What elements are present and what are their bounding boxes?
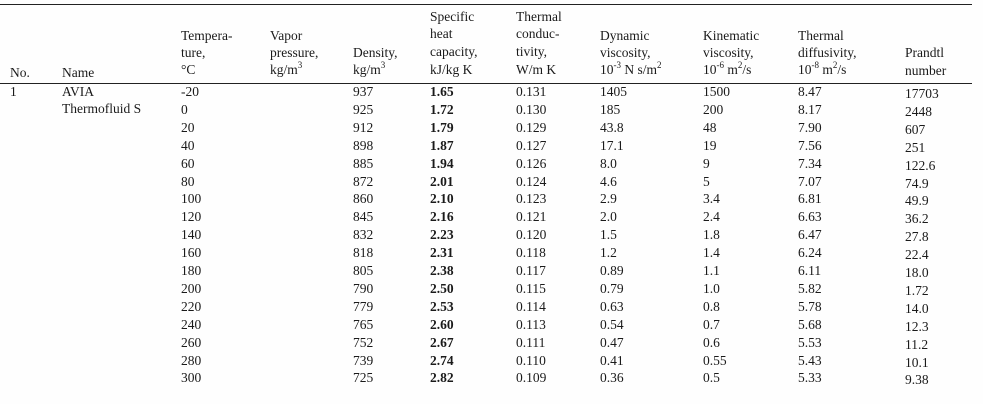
header-vapor-line-3: $kg/m^3$: [270, 59, 303, 77]
cell-cp: 2.38: [430, 263, 454, 278]
cell-mu: 0.63: [600, 298, 624, 314]
cell-rho: 818: [353, 245, 374, 261]
cell-cp: 2.01: [430, 173, 454, 189]
cell-a: 5.82: [798, 280, 822, 296]
cell-cp: 1.94: [430, 155, 454, 171]
cell-k: 0.130: [516, 101, 547, 117]
cell-rho: 845: [353, 209, 374, 225]
cell-rho: 885: [353, 155, 374, 171]
header-dynamic-line-1: Dynamic: [600, 28, 650, 43]
cell-pr: 607: [905, 121, 926, 137]
cell-a: 5.78: [798, 298, 822, 314]
cell-cp: 1.65: [430, 84, 454, 99]
cell-a: 8.47: [798, 84, 822, 99]
cell-t: 160: [181, 245, 202, 261]
header-vapor-line-2: pressure,: [270, 45, 319, 60]
header-prandtl-line-2: number: [905, 63, 947, 78]
cell-nu: 0.55: [703, 352, 727, 368]
cell-mu: 1405: [600, 84, 627, 99]
cell-nu: 1.0: [703, 280, 720, 296]
cell-pr: 1.72: [905, 282, 929, 298]
cell-pr: 74.9: [905, 175, 929, 191]
cell-nu: 1.8: [703, 227, 720, 243]
cell-k: 0.124: [516, 173, 547, 189]
cell-t: -20: [181, 84, 199, 99]
header-conductivity-line-2: conduc-: [516, 26, 560, 41]
cell-a: 7.07: [798, 173, 822, 189]
cell-mu: 8.0: [600, 155, 617, 171]
cell-pr: 17703: [905, 86, 939, 101]
header-temperature-line-1: Tempera-: [181, 28, 233, 43]
cell-nu: 1.4: [703, 245, 720, 261]
header-diffusivity-line-1: Thermal: [798, 28, 844, 43]
cell-cp: 2.31: [430, 245, 454, 261]
cell-nu: 19: [703, 137, 717, 153]
cell-k: 0.117: [516, 263, 546, 278]
cell-t: 0: [181, 101, 188, 117]
cell-pr: 10.1: [905, 354, 929, 370]
cell-cp: 2.10: [430, 191, 454, 207]
cell-a: 7.56: [798, 137, 822, 153]
cell-k: 0.121: [516, 209, 547, 225]
cell-pr: 27.8: [905, 229, 929, 245]
cell-rho: 779: [353, 298, 374, 314]
cell-mu: 185: [600, 101, 621, 117]
cell-rho: 912: [353, 119, 374, 135]
cell-t: 180: [181, 263, 202, 278]
cell-a: 6.11: [798, 263, 822, 278]
cell-t: 260: [181, 334, 202, 350]
header-conductivity-line-1: Thermal: [516, 9, 562, 24]
header-temperature-line-3: °C: [181, 62, 196, 77]
cell-nu: 2.4: [703, 209, 720, 225]
cell-mu: 1.2: [600, 245, 617, 261]
cell-nu: 1500: [703, 84, 730, 99]
cell-nu: 9: [703, 155, 710, 171]
cell-t: 240: [181, 316, 202, 332]
cell-k: 0.115: [516, 280, 546, 296]
cell-nu: 0.8: [703, 298, 720, 314]
cell-k: 0.114: [516, 298, 546, 314]
cell-t: 60: [181, 155, 195, 171]
header-specific-heat-line-3: capacity,: [430, 44, 478, 59]
cell-a: 7.34: [798, 155, 822, 171]
cell-pr: 14.0: [905, 300, 929, 316]
cell-a: 6.24: [798, 245, 822, 261]
cell-nu: 200: [703, 101, 724, 117]
cell-cp: 2.53: [430, 298, 454, 314]
cell-rho: 925: [353, 101, 374, 117]
header-density-line-2: $kg/m^3$: [353, 59, 386, 77]
cell-pr: 11.2: [905, 336, 929, 352]
header-specific-heat-line-1: Specific: [430, 9, 475, 24]
cell-k: 0.113: [516, 316, 546, 332]
header-conductivity-line-4: W/m K: [516, 62, 557, 77]
cell-k: 0.126: [516, 155, 547, 171]
cell-k: 0.109: [516, 370, 547, 386]
cell-k: 0.123: [516, 191, 547, 207]
cell-rho: 832: [353, 227, 374, 243]
cell-cp: 2.67: [430, 334, 454, 350]
cell-cp: 1.79: [430, 119, 454, 135]
cell-rho: 937: [353, 84, 374, 99]
header-diffusivity-line-3: $10^{-8}$ $m^2/s$: [798, 59, 847, 77]
cell-cp: 1.72: [430, 101, 454, 117]
table-header-rule: [0, 83, 972, 84]
cell-cp: 1.87: [430, 137, 454, 153]
cell-rho: 898: [353, 137, 374, 153]
header-kinematic-line-1: Kinematic: [703, 28, 760, 43]
table-top-rule: [0, 4, 972, 5]
cell-t: 40: [181, 137, 195, 153]
header-specific-heat-line-2: heat: [430, 26, 453, 41]
cell-cp: 2.60: [430, 316, 454, 332]
cell-cp: 2.74: [430, 352, 454, 368]
fluid-name-line-2: Thermofluid S: [62, 101, 142, 116]
header-temperature-line-2: ture,: [181, 45, 206, 60]
cell-a: 7.90: [798, 119, 822, 135]
cell-k: 0.131: [516, 84, 547, 99]
cell-mu: 0.89: [600, 263, 624, 278]
cell-t: 220: [181, 298, 202, 314]
header-dynamic-line-2: viscosity,: [600, 45, 651, 60]
cell-mu: 2.9: [600, 191, 617, 207]
cell-pr: 251: [905, 139, 926, 155]
cell-pr: 12.3: [905, 318, 929, 334]
cell-a: 5.53: [798, 334, 822, 350]
header-diffusivity-line-2: diffusivity,: [798, 45, 857, 60]
cell-cp: 2.23: [430, 227, 454, 243]
cell-nu: 0.5: [703, 370, 720, 386]
entry-number: 1: [10, 84, 17, 99]
cell-k: 0.120: [516, 227, 547, 243]
cell-pr: 9.38: [905, 372, 929, 388]
header-vapor-line-1: Vapor: [270, 28, 303, 43]
cell-k: 0.110: [516, 352, 546, 368]
cell-rho: 860: [353, 191, 374, 207]
cell-mu: 1.5: [600, 227, 617, 243]
cell-nu: 0.6: [703, 334, 720, 350]
cell-mu: 0.54: [600, 316, 624, 332]
cell-rho: 739: [353, 352, 374, 368]
cell-nu: 5: [703, 173, 710, 189]
cell-mu: 0.41: [600, 352, 624, 368]
cell-pr: 36.2: [905, 211, 929, 227]
cell-k: 0.111: [516, 334, 546, 350]
cell-nu: 48: [703, 119, 717, 135]
cell-rho: 752: [353, 334, 374, 350]
cell-t: 100: [181, 191, 202, 207]
cell-t: 120: [181, 209, 202, 225]
fluid-name-line-1: AVIA: [62, 84, 95, 99]
cell-t: 280: [181, 352, 202, 368]
cell-rho: 765: [353, 316, 374, 332]
cell-rho: 805: [353, 263, 374, 278]
cell-k: 0.127: [516, 137, 547, 153]
cell-t: 200: [181, 280, 202, 296]
header-density-line-1: Density,: [353, 45, 398, 60]
header-conductivity-line-3: tivity,: [516, 44, 548, 59]
header-name: Name: [62, 65, 95, 80]
cell-a: 5.43: [798, 352, 822, 368]
cell-rho: 790: [353, 280, 374, 296]
header-specific-heat-line-4: kJ/kg K: [430, 62, 473, 77]
cell-mu: 4.6: [600, 173, 617, 189]
cell-rho: 725: [353, 370, 374, 386]
cell-nu: 1.1: [703, 263, 720, 278]
cell-mu: 17.1: [600, 137, 624, 153]
cell-a: 6.47: [798, 227, 822, 243]
cell-k: 0.118: [516, 245, 546, 261]
header-no: No.: [10, 65, 30, 80]
header-prandtl-line-1: Prandtl: [905, 45, 944, 60]
cell-pr: 18.0: [905, 265, 929, 280]
header-kinematic-line-3: $10^{-6}$ $m^2/s$: [703, 59, 752, 77]
cell-k: 0.129: [516, 119, 547, 135]
cell-mu: 0.47: [600, 334, 624, 350]
cell-pr: 22.4: [905, 247, 929, 263]
cell-mu: 43.8: [600, 119, 624, 135]
cell-t: 300: [181, 370, 202, 386]
header-kinematic-line-2: viscosity,: [703, 45, 754, 60]
cell-rho: 872: [353, 173, 374, 189]
cell-cp: 2.16: [430, 209, 454, 225]
cell-pr: 49.9: [905, 193, 929, 209]
cell-cp: 2.82: [430, 370, 454, 386]
cell-mu: 2.0: [600, 209, 617, 225]
header-dynamic-line-3: $10^{-3}$ N $s/m^2$: [600, 59, 662, 77]
cell-cp: 2.50: [430, 280, 454, 296]
cell-mu: 0.79: [600, 280, 624, 296]
cell-a: 8.17: [798, 101, 822, 117]
cell-a: 5.33: [798, 370, 822, 386]
cell-pr: 122.6: [905, 157, 936, 173]
cell-nu: 3.4: [703, 191, 720, 207]
cell-t: 20: [181, 119, 195, 135]
cell-mu: 0.36: [600, 370, 624, 386]
cell-a: 5.68: [798, 316, 822, 332]
cell-a: 6.81: [798, 191, 822, 207]
cell-nu: 0.7: [703, 316, 720, 332]
cell-t: 140: [181, 227, 202, 243]
cell-t: 80: [181, 173, 195, 189]
cell-a: 6.63: [798, 209, 822, 225]
cell-pr: 2448: [905, 103, 932, 119]
